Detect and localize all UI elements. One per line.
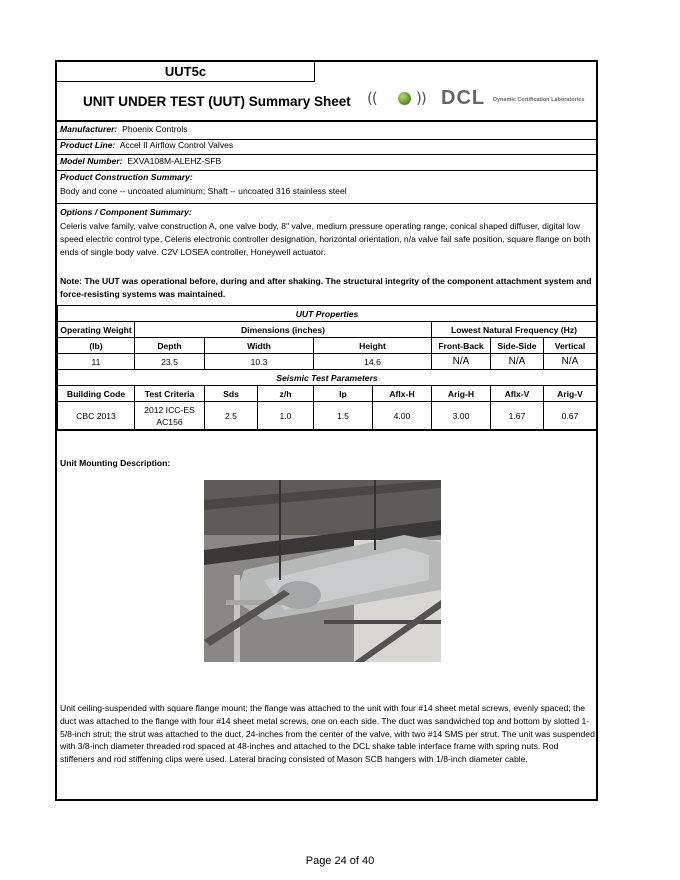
vertical-header: Vertical	[544, 338, 597, 354]
wave-right-icon: ))	[416, 89, 426, 107]
seismic-value: 3.00	[432, 402, 491, 430]
properties-table	[57, 305, 597, 430]
seismic-value: 1.5	[314, 402, 373, 430]
seismic-header: Sds	[205, 386, 258, 402]
weight-unit: (lb)	[58, 338, 135, 354]
divider	[57, 120, 596, 122]
seismic-header: Aflx-H	[373, 386, 432, 402]
summary-sheet	[55, 60, 598, 801]
width-header: Width	[205, 338, 314, 354]
seismic-header: Test Criteria	[135, 386, 205, 402]
product-line-row	[60, 140, 233, 150]
seismic-value: 0.67	[544, 402, 597, 430]
page-number: Page 24 of 40	[305, 855, 375, 867]
seismic-value: 1.67	[491, 402, 544, 430]
side-side-header: Side-Side	[491, 338, 544, 354]
seismic-header: Aflx-V	[491, 386, 544, 402]
depth-header: Depth	[135, 338, 205, 354]
construction-value: Body and cone -- uncoated aluminum; Shaft -- uncoated 316 stainless steel	[60, 186, 347, 196]
manufacturer-row	[60, 124, 188, 134]
mounting-description: Unit ceiling-suspended with square flange mount; the flange was attached to the unit with four #14 sheet metal screws, evenly spaced; the duct was attached to the flange with four #14 sheet metal screws, one on each side. The duct was sandwiched top and bottom by slotted 1-5/8-inch strut; the strut was attached to the duct, 24-inches from the center of the valve, with two #14 SMS per strut. The unit was suspended with 3/8-inch diameter threaded rod spaced at 48-inches and attached to the DCL shake table interface frame with spring nuts. Rod stiffeners and rod stiffening clips were used. Lateral bracing consisted of Mason SCB hangers with 1/8-inch diameter cable.	[60, 703, 595, 765]
front-back-value: N/A	[432, 354, 491, 370]
seismic-value: 2012 ICC-ES AC156	[135, 402, 205, 430]
divider	[57, 154, 596, 155]
model-value: EXVA108M-ALEHZ-SFB	[127, 156, 222, 166]
dcl-logo	[367, 88, 597, 112]
divider	[57, 429, 596, 431]
logo-text: DCL	[441, 87, 486, 109]
vertical-value: N/A	[544, 354, 597, 370]
wave-left-icon: ((	[367, 89, 377, 107]
uut-id: UUT5c	[57, 62, 315, 82]
options-text: Celeris valve family, valve construction A, one valve body, 8" valve, medium pressure operating range, conical shaped diffuser, digital low speed electric control type, Celeris electronic controller designation, horizontal orientation, n/a valve fail safe position, square flange on both ends of single body valve. C2V LOSEA controller, Honeywell actuator.	[60, 221, 591, 257]
seismic-value: 1.0	[258, 402, 314, 430]
divider	[57, 170, 596, 171]
construction-label: Product Construction Summary:	[60, 172, 193, 182]
seismic-header: Ip	[314, 386, 373, 402]
operational-note: Note: The UUT was operational before, during and after shaking. The structural integrity of the component attachment system and force-resisting systems was maintained.	[60, 276, 592, 299]
seismic-title: Seismic Test Parameters	[58, 370, 597, 386]
height-header: Height	[314, 338, 432, 354]
model-row	[60, 156, 221, 166]
divider	[57, 203, 596, 204]
mounting-label: Unit Mounting Description:	[60, 458, 171, 468]
dimensions-header: Dimensions (inches)	[135, 322, 432, 338]
sheet-title: UNIT UNDER TEST (UUT) Summary Sheet	[83, 94, 351, 109]
mounting-photo-illustration	[204, 480, 441, 662]
weight-value: 11	[58, 354, 135, 370]
product-line-label: Product Line:	[60, 140, 116, 150]
seismic-value: 2.5	[205, 402, 258, 430]
uut-properties-title: UUT Properties	[58, 306, 597, 322]
model-label: Model Number:	[60, 156, 123, 166]
width-value: 10.3	[205, 354, 314, 370]
globe-icon	[398, 92, 411, 105]
operating-weight-header: Operating Weight	[58, 322, 135, 338]
height-value: 14.6	[314, 354, 432, 370]
logo-subtitle: Dynamic Certification Laboratories	[493, 97, 585, 103]
frequency-header: Lowest Natural Frequency (Hz)	[432, 322, 597, 338]
seismic-header: Arig-H	[432, 386, 491, 402]
options-label: Options / Component Summary:	[60, 207, 192, 217]
seismic-value: 4.00	[373, 402, 432, 430]
front-back-header: Front-Back	[432, 338, 491, 354]
product-line-value: Accel II Airflow Control Valves	[119, 140, 234, 150]
depth-value: 23.5	[135, 354, 205, 370]
seismic-header: z/h	[258, 386, 314, 402]
side-side-value: N/A	[491, 354, 544, 370]
seismic-value: CBC 2013	[58, 402, 135, 430]
mounting-photo	[204, 480, 441, 662]
seismic-header: Building Code	[58, 386, 135, 402]
seismic-header: Arig-V	[544, 386, 597, 402]
manufacturer-value: Phoenix Controls	[122, 124, 188, 134]
manufacturer-label: Manufacturer:	[60, 124, 118, 134]
